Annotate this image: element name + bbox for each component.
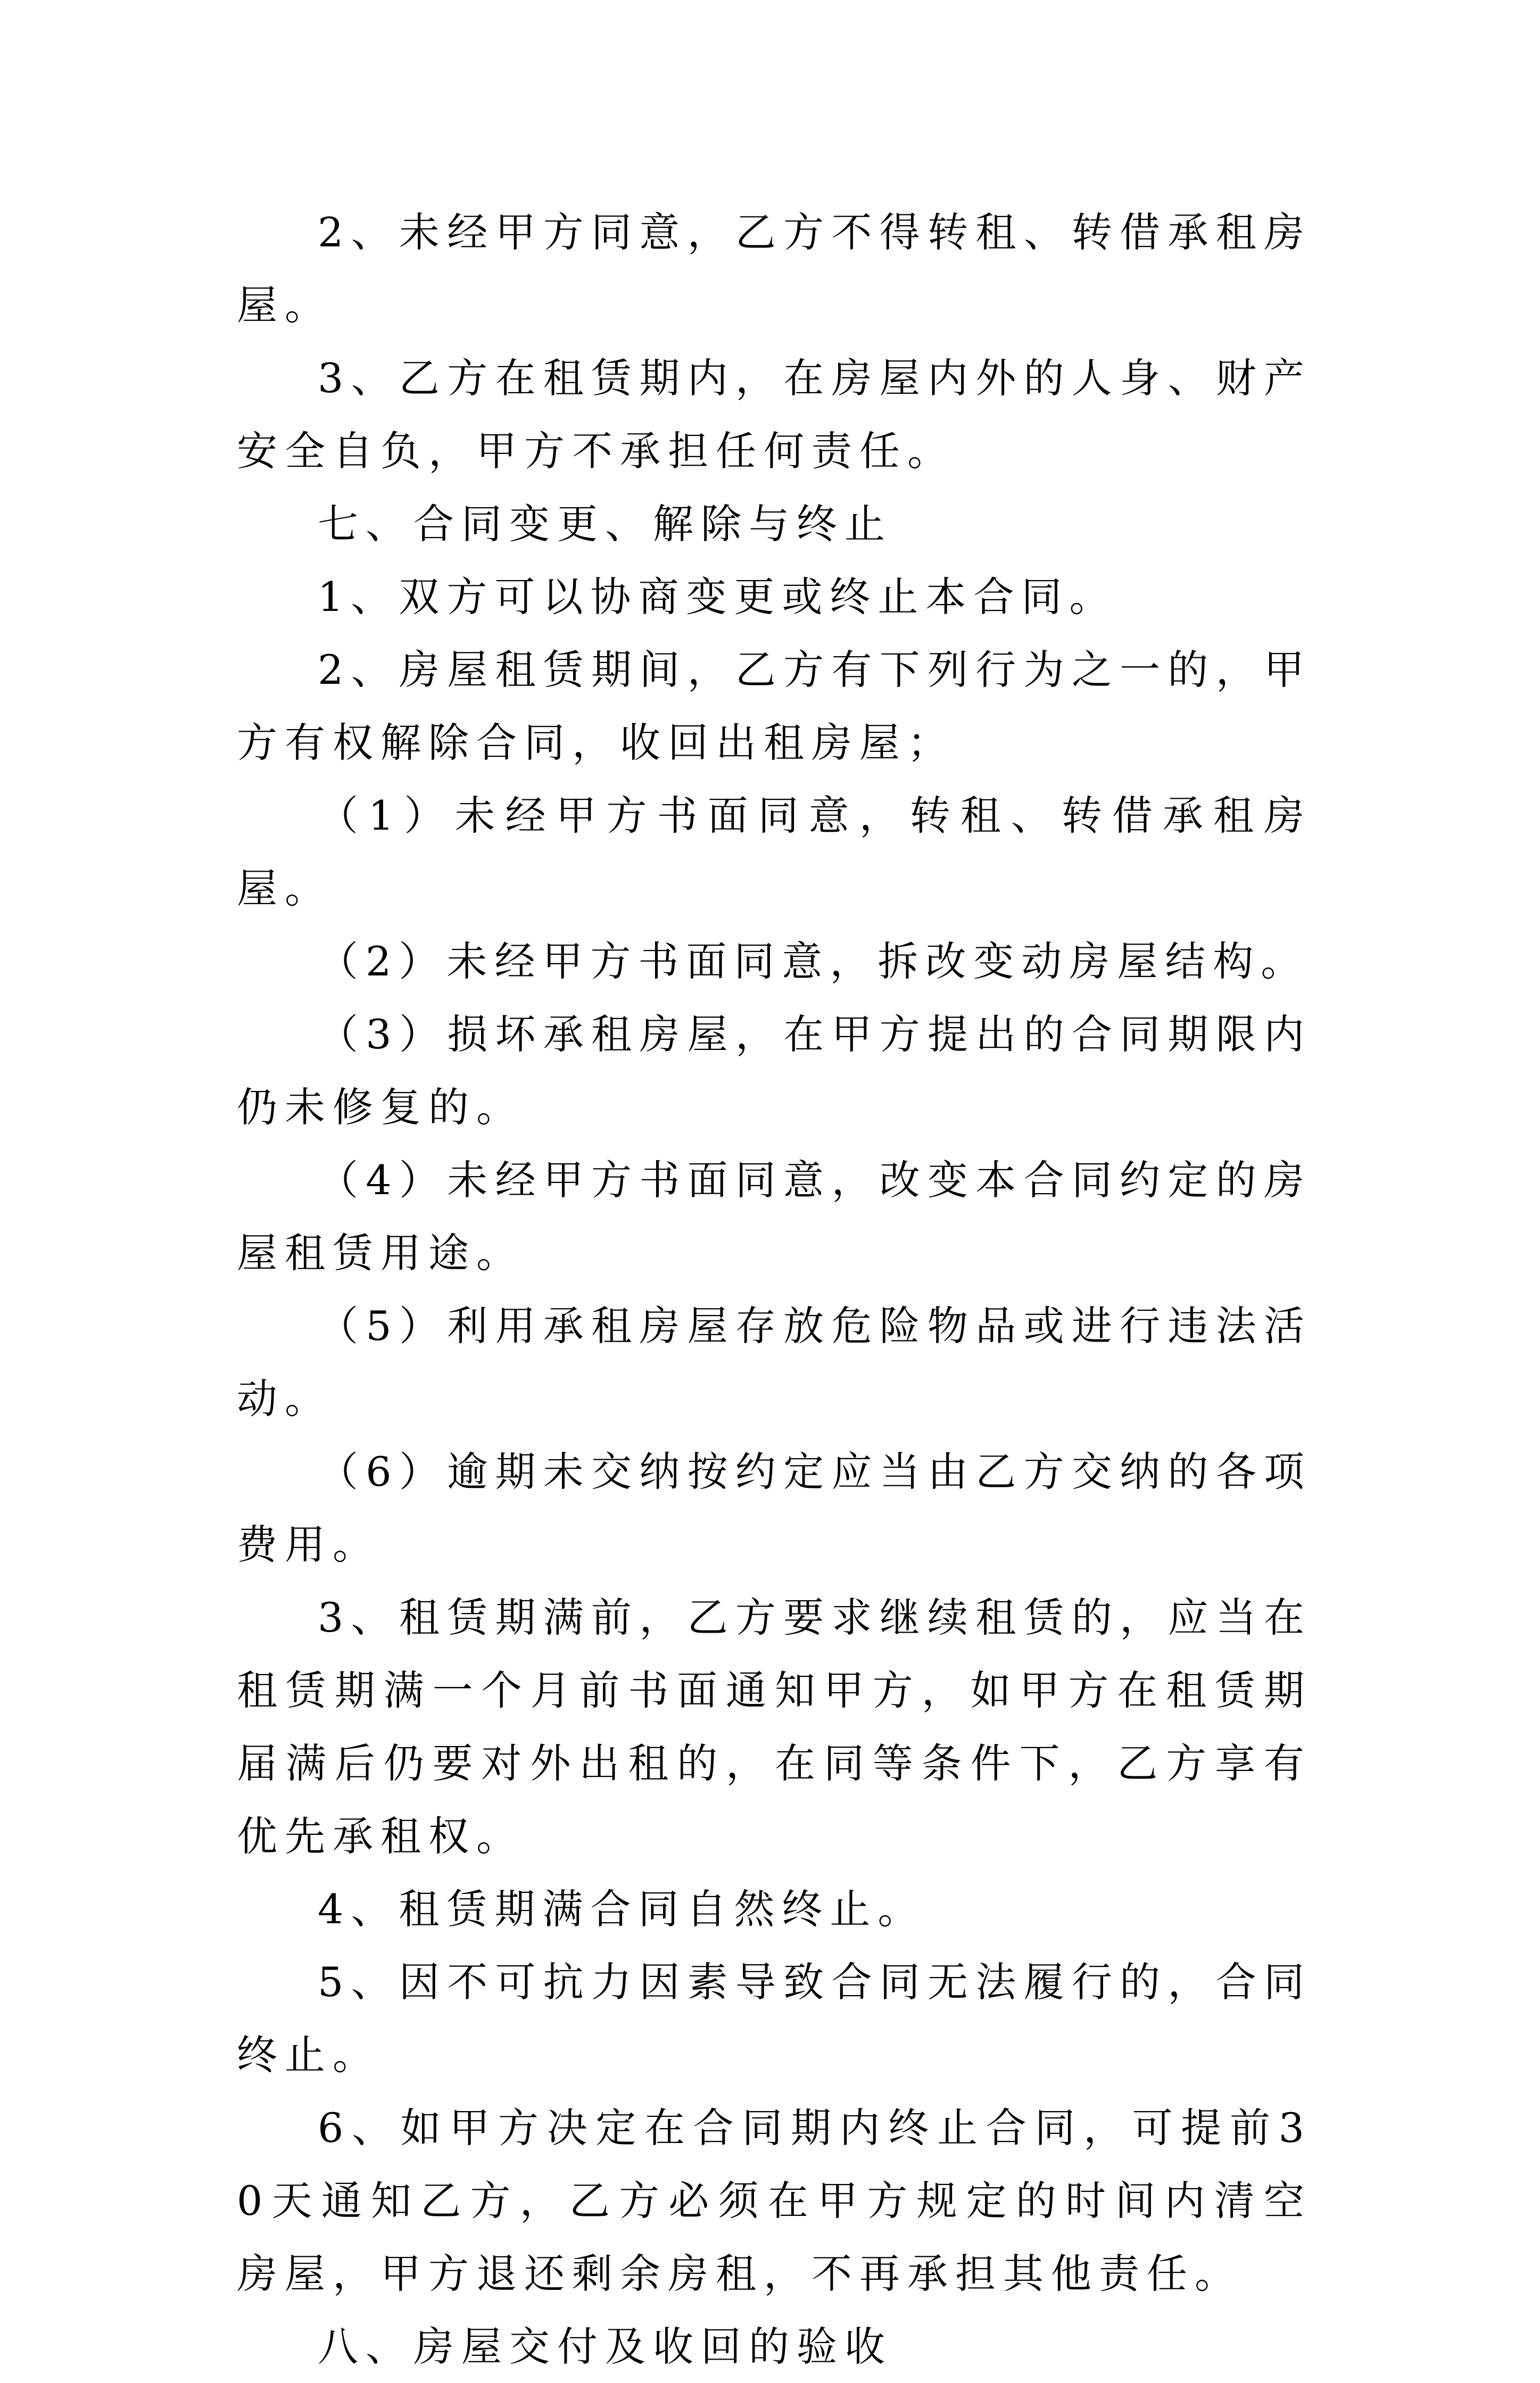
paragraph-item-5: （5）利用承租房屋存放危险物品或进行违法活动。 (237, 1302, 1312, 1422)
paragraph-clause-7-6: 6、如甲方决定在合同期内终止合同，可提前30天通知乙方，乙方必须在甲方规定的时间内清空房屋，甲方退还剩余房租，不再承担其他责任。 (237, 2104, 1312, 2297)
document-body (237, 196, 1312, 2383)
paragraph-clause-7-5: 5、因不可抗力因素导致合同无法履行的，合同终止。 (237, 1958, 1312, 2079)
paragraph-clause-7-1: 1、双方可以协商变更或终止本合同。 (318, 573, 1117, 620)
paragraph-clause-7-3: 3、租赁期满前，乙方要求继续租赁的，应当在租赁期满一个月前书面通知甲方，如甲方在租赁期届满后仍要对外出租的，在同等条件下，乙方享有优先承租权。 (237, 1594, 1312, 1860)
paragraph-clause-6-2: 2、未经甲方同意，乙方不得转租、转借承租房屋。 (237, 209, 1312, 329)
paragraph-item-4: （4）未经甲方书面同意，改变本合同约定的房屋租赁用途。 (237, 1156, 1312, 1277)
section-heading-8: 八、房屋交付及收回的验收 (318, 2323, 892, 2370)
paragraph-item-2: （2）未经甲方书面同意，拆改变动房屋结构。 (318, 938, 1309, 985)
section-heading-7: 七、合同变更、解除与终止 (318, 500, 892, 548)
paragraph-clause-7-4: 4、租赁期满合同自然终止。 (318, 1885, 926, 1933)
paragraph-item-1: （1）未经甲方书面同意，转租、转借承租房屋。 (237, 792, 1312, 912)
paragraph-clause-6-3: 3、乙方在租赁期内，在房屋内外的人身、财产安全自负，甲方不承担任何责任。 (237, 354, 1312, 475)
paragraph-item-3: （3）损坏承租房屋，在甲方提出的合同期限内仍未修复的。 (237, 1011, 1312, 1131)
paragraph-clause-7-2: 2、房屋租赁期间，乙方有下列行为之一的，甲方有权解除合同，收回出租房屋； (237, 646, 1312, 766)
paragraph-item-6: （6）逾期未交纳按约定应当由乙方交纳的各项费用。 (237, 1448, 1312, 1568)
